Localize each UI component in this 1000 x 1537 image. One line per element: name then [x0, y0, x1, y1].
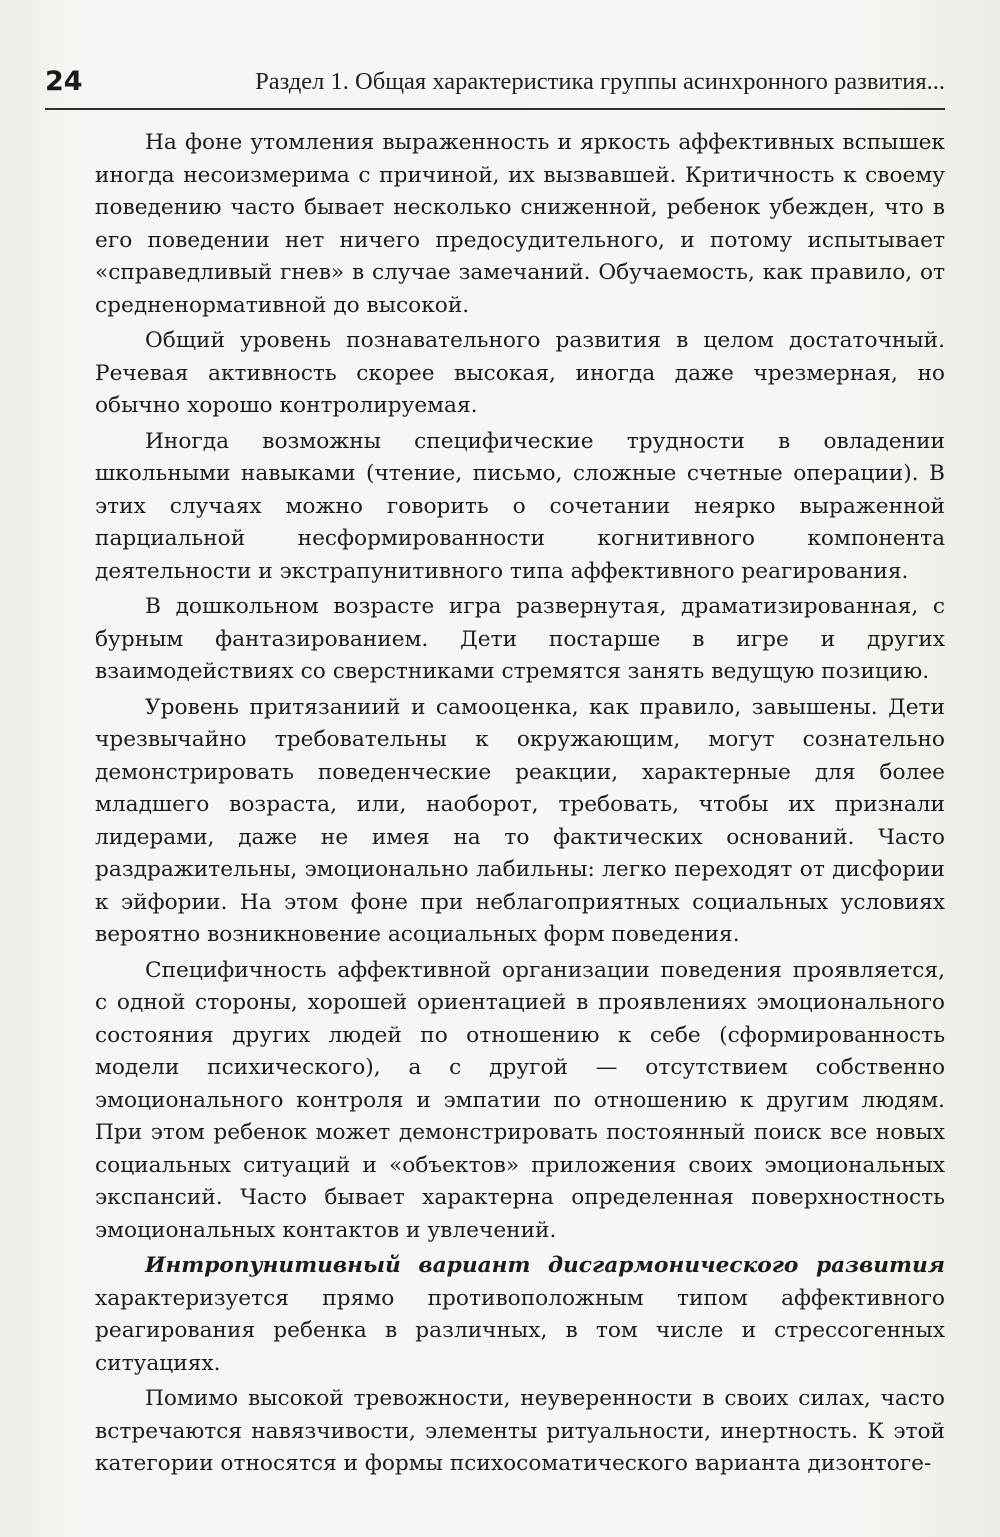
paragraph: В дошкольном возрасте игра развернутая, драматизированная, с бурным фантазированием. Дети постарше в игре и других взаимодействиях со сверстниками стремятся занять ведущую позицию. — [95, 594, 945, 684]
paragraph: Иногда возможны специфические трудности в овладении школьными навыками (чтение, письмо, сложные счетные операции). В этих случаях можно говорить о сочетании неярко выраженной парциальной несформированности когнитивного компонента деятельности и экстрапунитивного типа аффективного реагирования. — [95, 428, 945, 584]
running-head: Раздел 1. Общая характеристика группы асинхронного развития... — [255, 68, 945, 95]
paragraph: Общий уровень познавательного развития в целом достаточный. Речевая активность скорее высокая, иногда даже чрезмерная, но обычно хорошо контролируемая. — [95, 328, 945, 418]
page-number: 24 — [45, 66, 83, 97]
page-header — [45, 66, 945, 106]
defined-term: Интропунитивный вариант дисгармонического развития — [145, 1253, 945, 1278]
paragraph: На фоне утомления выраженность и яркость аффективных вспышек иногда несоизмерима с причиной, их вызвавшей. Критичность к своему поведению часто бывает несколько сниженной, ребенок убежден, что в его поведении нет ничего предосудительного, и потому испытывает «справедливый гнев» в случае замечаний. Обучаемость, как правило, от средненормативной до высокой. — [95, 130, 945, 318]
term-paragraph-text: характеризуется прямо противоположным типом аффективного реагирования ребенка в различных, в том числе и стрессогенных ситуациях. — [95, 1285, 945, 1376]
paragraph: Уровень притязаниий и самооценка, как правило, завышены. Дети чрезвычайно требовательны к окружающим, могут сознательно демонстрировать поведенческие реакции, характерные для более младшего возраста, или, наоборот, требовать, чтобы их признали лидерами, даже не имея на то фактических оснований. Часто раздражительны, эмоционально лабильны: легко переходят от дисфории к эйфории. На этом фоне при неблагоприятных социальных условиях вероятно возникновение асоциальных форм поведения. — [95, 694, 945, 947]
paragraph: Специфичность аффективной организации поведения проявляется, с одной стороны, хорошей ориентацией в проявлениях эмоционального состояния других людей по отношению к себе (сформированность модели психического), а с другой — отсутствием собственно эмоционального контроля и эмпатии по отношению к другим людям. При этом ребенок может демонстрировать постоянный поиск все новых социальных ситуаций и «объектов» приложения своих эмоциональных экспансий. Часто бывает характерна определенная поверхностность эмоциональных контактов и увлечений. — [95, 957, 945, 1243]
body-text — [95, 127, 945, 1481]
paragraph: Помимо высокой тревожности, неуверенности в своих силах, часто встречаются навязчивости, элементы ритуальности, инертность. К этой категории относятся и формы психосоматического варианта дизонтоге- — [95, 1386, 945, 1476]
header-rule — [45, 108, 945, 110]
term-paragraph — [95, 1250, 945, 1380]
